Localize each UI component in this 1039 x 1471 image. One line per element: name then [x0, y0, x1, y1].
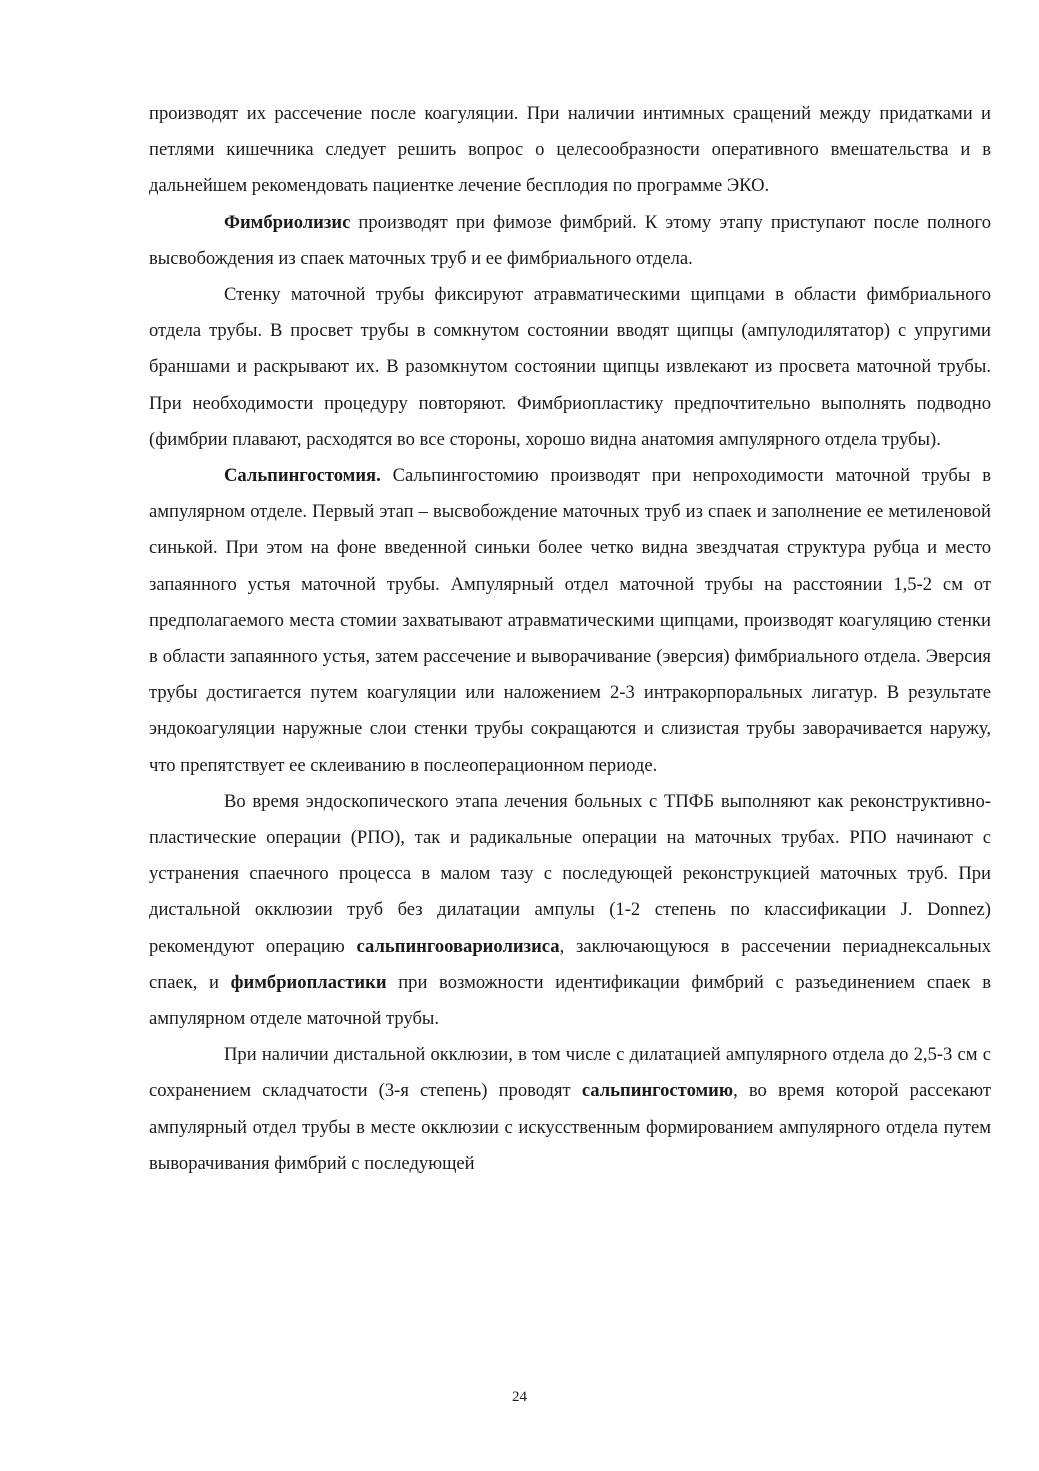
text-run: при возможности идентификации фимбрий с разъединением спаек в ампулярном отделе маточной трубы. — [149, 971, 991, 1030]
bold-term: сальпингоовариолизиса — [356, 935, 560, 957]
bold-term: Сальпингостомия. — [224, 465, 381, 487]
body-text — [149, 96, 991, 1182]
bold-term: сальпингостомию — [581, 1080, 734, 1102]
text-run: , во время которой рассекают ампулярный отдел трубы в месте окклюзии с искусственным формированием ампулярного отдела путем выворачивания фимбрий с последующей — [149, 1080, 991, 1174]
text-run: производят их рассечение после коагуляции. При наличии интимных сращений между придатками и петлями кишечника следует решить вопрос о целесообразности оперативного вмешательства и в дальнейшем рекомендовать пациентке лечение бесплодия по программе ЭКО. — [149, 103, 991, 197]
page-number: 24 — [512, 1389, 527, 1405]
paragraph — [149, 277, 991, 458]
text-run: , заключающуюся в рассечении периаднексальных спаек, и — [149, 935, 991, 993]
text-run: Во время эндоскопического этапа лечения больных с ТПФБ выполняют как реконструктивно-пластические операции (РПО), так и радикальные операции на маточных трубах. РПО начинают с устранения спаечного процесса в малом тазу с последующей реконструкцией маточных труб. При дистальной окклюзии труб без дилатации ампулы (1-2 степень по классификации J. Donnez) рекомендуют операцию — [149, 790, 991, 957]
bold-term: Фимбриолизис — [224, 211, 351, 233]
paragraph — [149, 1037, 991, 1182]
text-run: При наличии дистальной окклюзии, в том числе с дилатацией ампулярного отдела до 2,5-3 см с сохранением складчатости (3-я степень) проводят — [149, 1044, 991, 1102]
paragraph — [149, 458, 991, 784]
paragraph — [149, 784, 991, 1037]
text-run: производят при фимозе фимбрий. К этому этапу приступают после полного высвобождения из спаек маточных труб и ее фимбриального отдела. — [149, 211, 991, 269]
text-run: Стенку маточной трубы фиксируют атравматическими щипцами в области фимбриального отдела трубы. В просвет трубы в сомкнутом состоянии вводят щипцы (ампулодилятатор) с упругими браншами и раскрывают их. В разомкнутом состоянии щипцы извлекают из просвета маточной трубы. При необходимости процедуру повторяют. Фимбриопластику предпочтительно выполнять подводно (фимбрии плавают, расходятся во все стороны, хорошо видна анатомия ампулярного отдела трубы). — [149, 284, 991, 450]
text-run: Сальпингостомию производят при непроходимости маточной трубы в ампулярном отделе. Первый этап – высвобождение маточных труб из спаек и заполнение ее метиленовой синькой. При этом на фоне введенной синьки более четко видна звездчатая структура рубца и место запаянного устья маточной трубы. Ампулярный отдел маточной трубы на расстоянии 1,5-2 см от предполагаемого места стомии захватывают атравматическими щипцами, производят коагуляцию стенки в области запаянного устья, затем рассечение и выворачивание (эверсия) фимбриального отдела. Эверсия трубы достигается путем коагуляции или наложением 2-3 интракорпоральных лигатур. В результате эндокоагуляции наружные слои стенки трубы сокращаются и слизистая трубы заворачивается наружу, что препятствует ее склеиванию в послеоперационном периоде. — [149, 465, 991, 776]
paragraph — [149, 96, 991, 205]
paragraph — [149, 205, 991, 277]
bold-term: фимбриопластики — [230, 971, 387, 993]
